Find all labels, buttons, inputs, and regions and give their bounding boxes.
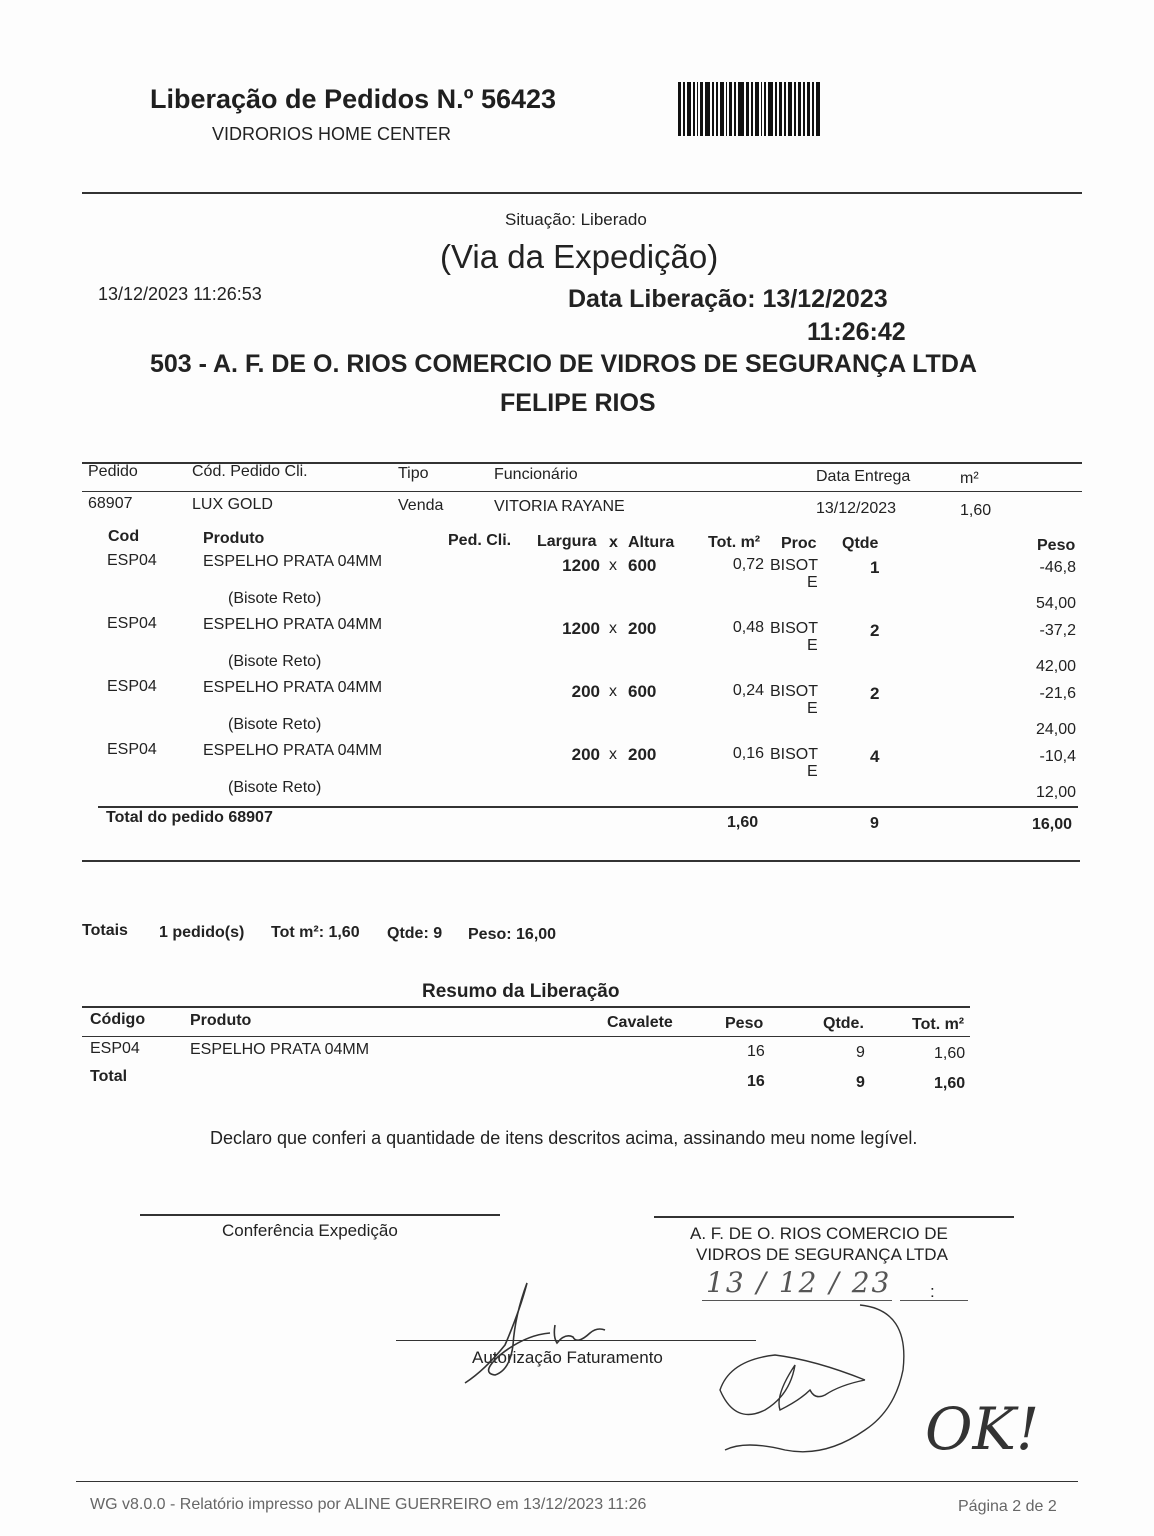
item-peso: 42,00 — [1035, 658, 1076, 675]
item-altura: 600 — [628, 682, 657, 701]
item-x: x — [609, 557, 617, 574]
client-contact: FELIPE RIOS — [500, 389, 656, 417]
divider — [82, 491, 1082, 492]
resumo-tot-m2: 1,60 — [934, 1045, 966, 1062]
item-peso: 24,00 — [1035, 721, 1076, 738]
time-separator: : — [930, 1282, 935, 1301]
divider — [82, 192, 1082, 194]
divider — [82, 1006, 970, 1008]
page-number: Página 2 de 2 — [958, 1498, 1057, 1515]
order-total-m2: 1,60 — [727, 814, 759, 831]
item-descricao: (Bisote Reto) — [228, 779, 322, 796]
col-m2: m² — [960, 470, 979, 487]
item-tot-m2: 0,24 — [732, 682, 764, 699]
item-descricao: (Bisote Reto) — [228, 590, 322, 607]
resumo-col-tot-m2: Tot. m² — [912, 1016, 965, 1033]
item-produto: ESPELHO PRATA 04MM — [203, 679, 383, 696]
items-col-ped-cli: Ped. Cli. — [448, 532, 512, 549]
item-qtde: 2 — [870, 621, 880, 640]
item-proc-cont: E — [807, 574, 818, 591]
item-cod: ESP04 — [107, 678, 157, 695]
item-proc-cont: E — [807, 763, 818, 780]
order-data-entrega: 13/12/2023 — [816, 500, 897, 517]
col-cod-pedido-cli: Cód. Pedido Cli. — [192, 463, 308, 480]
item-cod: ESP04 — [107, 552, 157, 569]
order-tipo: Venda — [398, 497, 444, 514]
resumo-total-qtde: 9 — [856, 1074, 865, 1091]
totais-qtde: Qtde: 9 — [387, 925, 443, 942]
item-descricao: (Bisote Reto) — [228, 653, 322, 670]
via-label: (Via da Expedição) — [440, 238, 719, 275]
footer-divider — [76, 1481, 1078, 1482]
item-largura: 200 — [571, 682, 600, 701]
item-cod: ESP04 — [107, 615, 157, 632]
items-col-x: x — [609, 534, 618, 551]
empresa-line1: A. F. DE O. RIOS COMERCIO DE — [690, 1224, 948, 1243]
order-pedido: 68907 — [88, 495, 133, 512]
item-proc: BISOT — [770, 557, 819, 574]
item-x: x — [609, 620, 617, 637]
item-altura: 200 — [628, 745, 657, 764]
totais-pedidos: 1 pedido(s) — [159, 924, 245, 941]
item-largura: 1200 — [562, 556, 600, 575]
footer-text: WG v8.0.0 - Relatório impresso por ALINE GUERREIRO em 13/12/2023 11:26 — [90, 1496, 647, 1513]
item-produto: ESPELHO PRATA 04MM — [203, 742, 383, 759]
conferencia-label: Conferência Expedição — [222, 1221, 398, 1240]
order-total-label: Total do pedido 68907 — [106, 809, 273, 826]
resumo-col-codigo: Código — [90, 1011, 146, 1028]
item-x: x — [609, 683, 617, 700]
resumo-total-peso: 16 — [747, 1073, 765, 1090]
signature-aline — [455, 1275, 625, 1390]
item-largura: 200 — [571, 745, 600, 764]
resumo-total-tot-m2: 1,60 — [934, 1075, 966, 1092]
totais-peso: Peso: 16,00 — [468, 926, 557, 943]
item-descricao: (Bisote Reto) — [228, 716, 322, 733]
resumo-title: Resumo da Liberação — [422, 981, 620, 1002]
resumo-col-cavalete: Cavalete — [607, 1014, 673, 1031]
item-peso: 12,00 — [1035, 784, 1076, 801]
item-qtde: 1 — [870, 558, 880, 577]
items-col-altura: Altura — [628, 534, 675, 551]
item-peso-ajuste: -10,4 — [1039, 748, 1076, 765]
item-altura: 200 — [628, 619, 657, 638]
report-title: Liberação de Pedidos N.º 56423 — [150, 84, 557, 114]
item-x: x — [609, 746, 617, 763]
item-altura: 600 — [628, 556, 657, 575]
col-funcionario: Funcionário — [494, 466, 578, 483]
col-pedido: Pedido — [88, 463, 138, 480]
items-col-tot-m2: Tot. m² — [708, 534, 761, 551]
col-data-entrega: Data Entrega — [816, 468, 911, 485]
col-tipo: Tipo — [398, 465, 429, 482]
divider — [98, 806, 1078, 808]
item-proc: BISOT — [770, 746, 819, 763]
resumo-col-peso: Peso — [725, 1015, 764, 1032]
resumo-total-label: Total — [90, 1068, 128, 1085]
order-total-qtde: 9 — [870, 815, 879, 832]
order-cod-pedido-cli: LUX GOLD — [192, 496, 273, 513]
client-name: 503 - A. F. DE O. RIOS COMERCIO DE VIDROS DE SEGURANÇA LTDA — [150, 350, 977, 378]
data-liberacao-time: 11:26:42 — [807, 318, 906, 346]
printed-timestamp: 13/12/2023 11:26:53 — [98, 284, 262, 304]
item-peso: 54,00 — [1035, 595, 1076, 612]
item-proc: BISOT — [770, 683, 819, 700]
declaration-text: Declaro que conferi a quantidade de itens descritos acima, assinando meu nome legível. — [210, 1128, 918, 1148]
items-col-produto: Produto — [203, 530, 265, 547]
items-col-cod: Cod — [108, 528, 140, 545]
data-liberacao: Data Liberação: 13/12/2023 — [568, 285, 888, 313]
item-qtde: 2 — [870, 684, 880, 703]
totais-label: Totais — [82, 922, 128, 939]
items-col-qtde: Qtde — [842, 535, 879, 552]
totais-m2: Tot m²: 1,60 — [271, 924, 360, 941]
empresa-line2: VIDROS DE SEGURANÇA LTDA — [696, 1245, 948, 1264]
item-tot-m2: 0,48 — [732, 619, 764, 636]
order-m2: 1,60 — [960, 502, 992, 519]
item-peso-ajuste: -37,2 — [1039, 622, 1076, 639]
item-largura: 1200 — [562, 619, 600, 638]
company-name: VIDRORIOS HOME CENTER — [212, 124, 452, 144]
item-produto: ESPELHO PRATA 04MM — [203, 616, 383, 633]
item-proc-cont: E — [807, 700, 818, 717]
barcode — [678, 82, 854, 136]
resumo-qtde: 9 — [856, 1044, 865, 1061]
item-qtde: 4 — [870, 747, 880, 766]
items-col-proc: Proc — [781, 535, 817, 552]
signature-line-conferencia — [140, 1214, 500, 1216]
autorizacao-label: Autorização Faturamento — [472, 1348, 663, 1367]
item-produto: ESPELHO PRATA 04MM — [203, 553, 383, 570]
ok-handwritten-note: OK! — [925, 1395, 1040, 1463]
divider — [82, 860, 1080, 862]
items-col-largura: Largura — [537, 533, 597, 550]
resumo-codigo: ESP04 — [90, 1040, 140, 1057]
resumo-col-produto: Produto — [190, 1012, 252, 1029]
item-peso-ajuste: -21,6 — [1039, 685, 1076, 702]
order-funcionario: VITORIA RAYANE — [494, 498, 625, 515]
item-proc: BISOT — [770, 620, 819, 637]
divider — [82, 1036, 970, 1037]
order-total-peso: 16,00 — [1032, 816, 1073, 833]
items-col-peso: Peso — [1037, 537, 1076, 554]
signature-empresa — [715, 1300, 915, 1470]
item-proc-cont: E — [807, 637, 818, 654]
item-peso-ajuste: -46,8 — [1039, 559, 1076, 576]
status-label: Situação: Liberado — [505, 210, 647, 229]
resumo-col-qtde: Qtde. — [823, 1015, 864, 1032]
handwritten-date: 13 / 12 / 23 — [706, 1266, 892, 1299]
signature-line-empresa — [654, 1216, 1014, 1218]
item-cod: ESP04 — [107, 741, 157, 758]
item-tot-m2: 0,72 — [732, 556, 764, 573]
resumo-peso: 16 — [747, 1043, 765, 1060]
resumo-produto: ESPELHO PRATA 04MM — [190, 1041, 370, 1058]
item-tot-m2: 0,16 — [732, 745, 764, 762]
